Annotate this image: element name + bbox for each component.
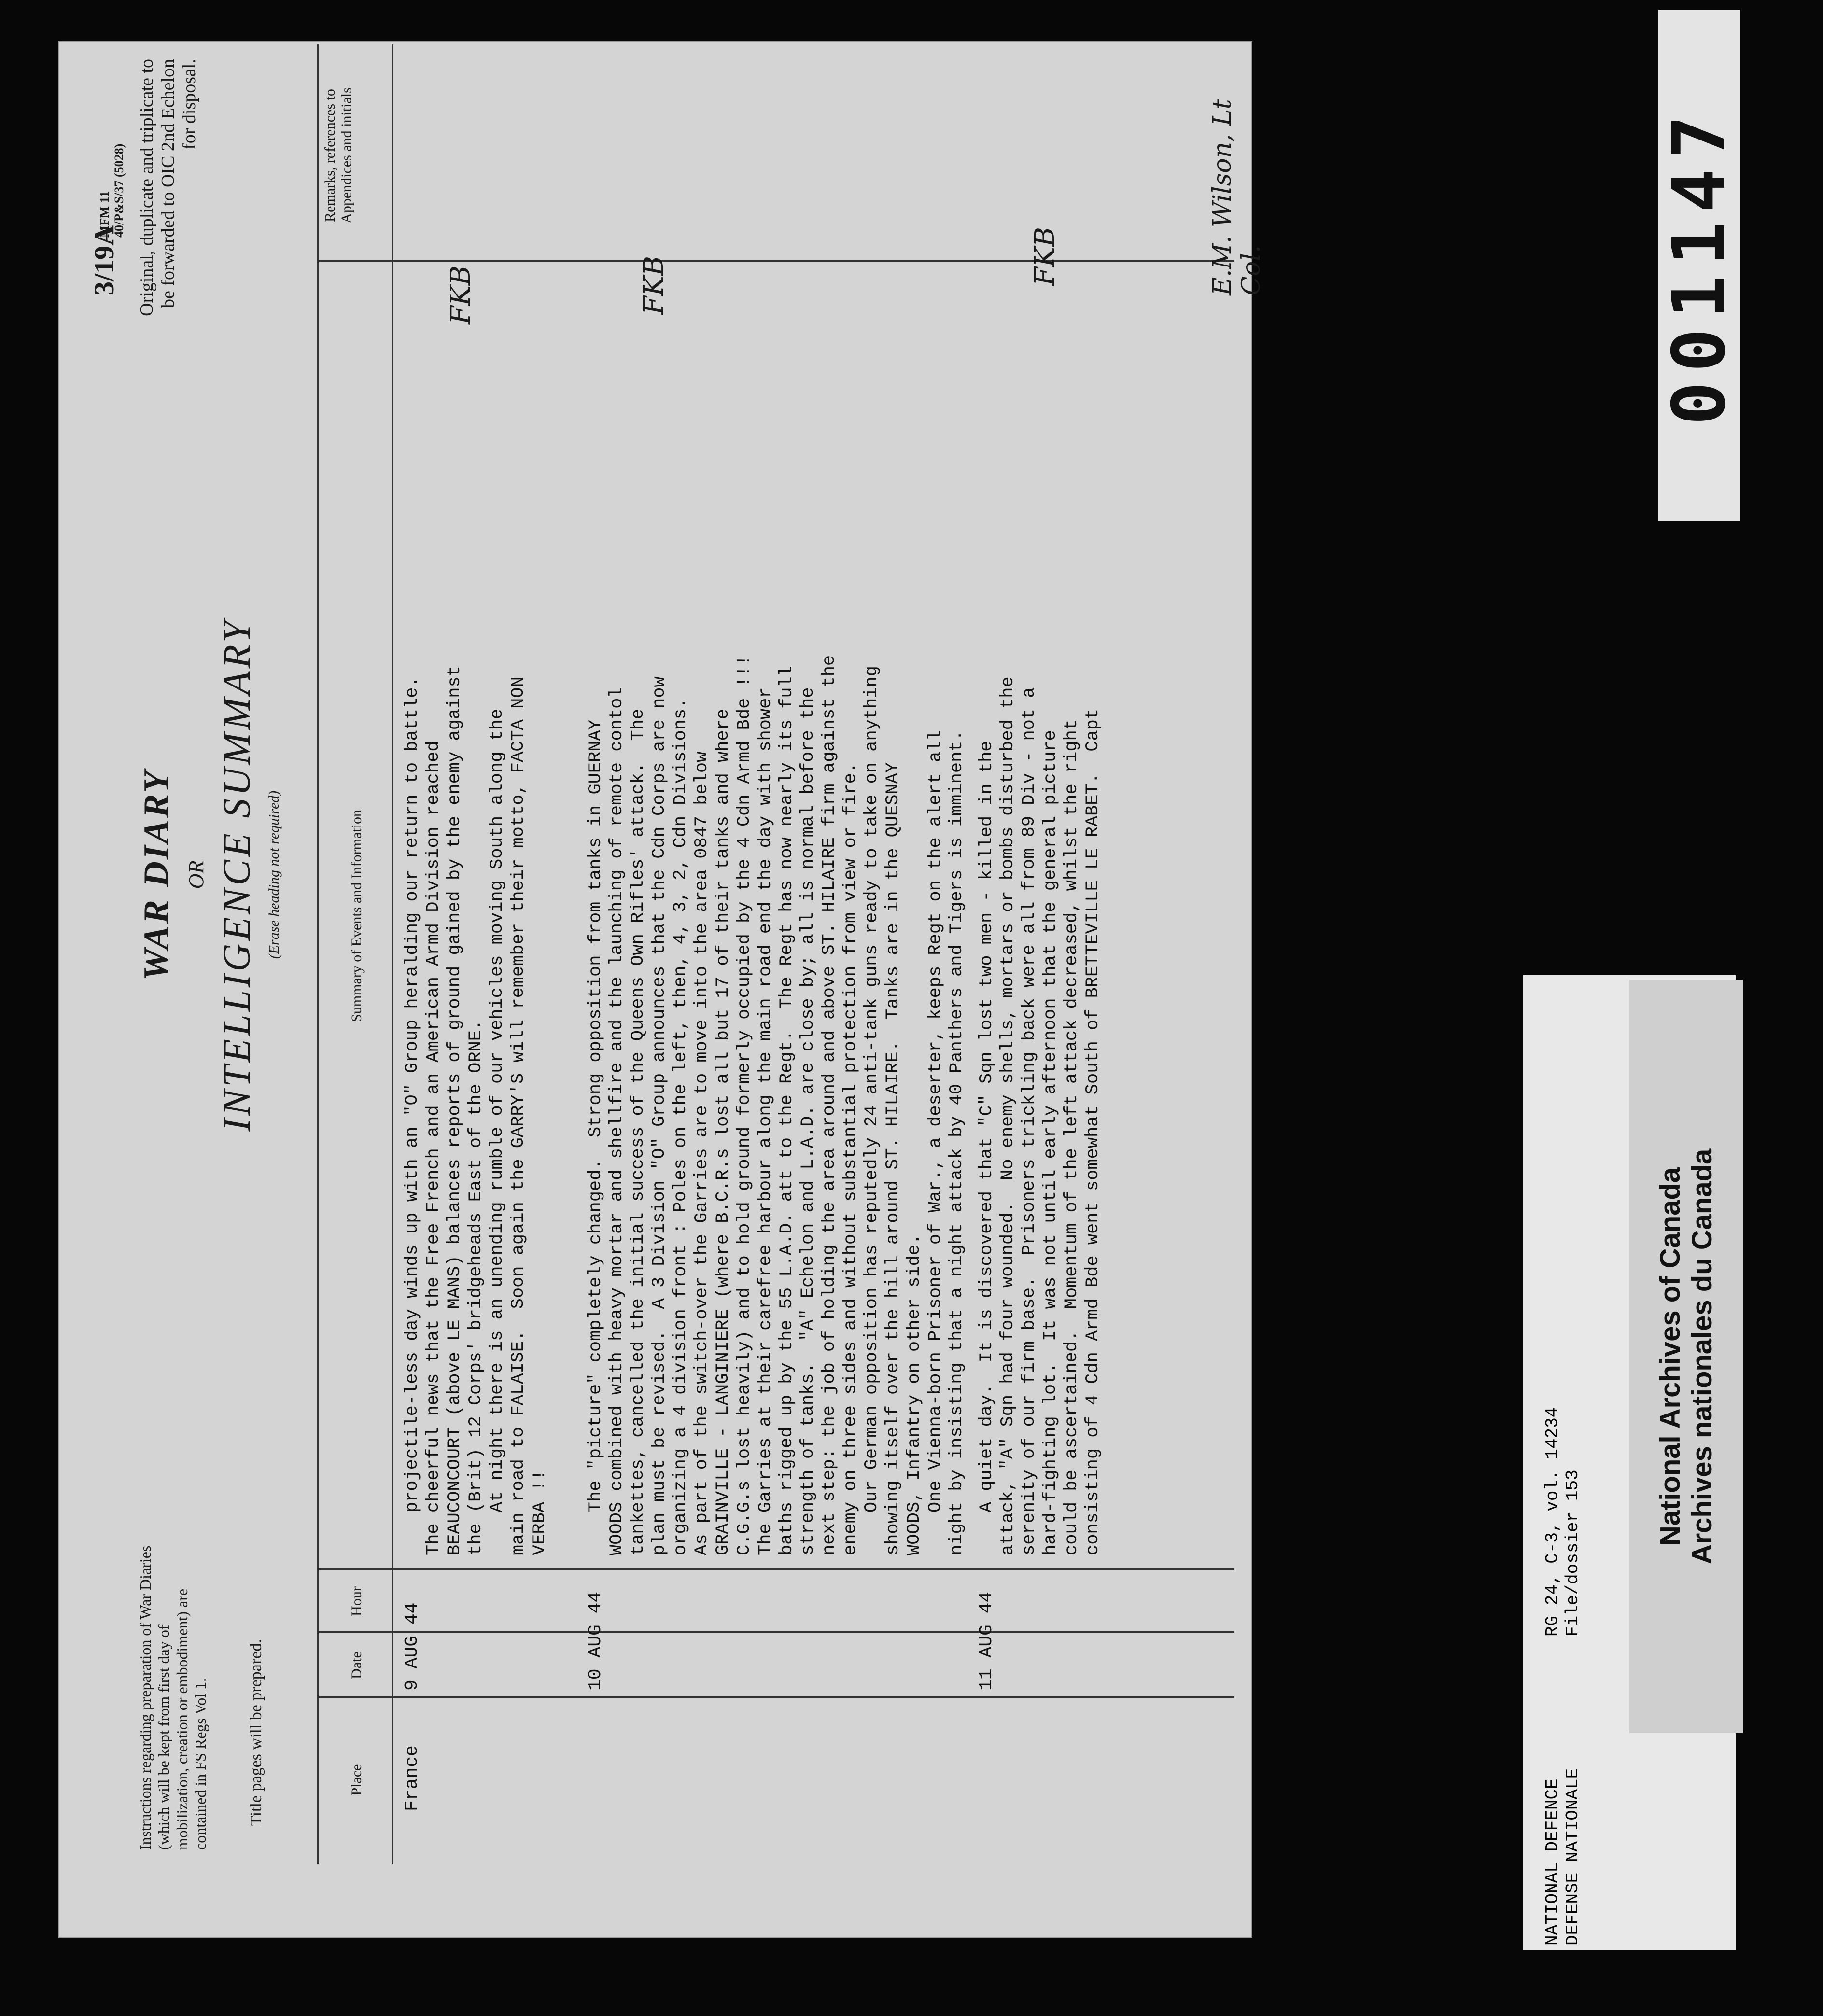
column-divider: [317, 1696, 1234, 1698]
reference-line1: RG 24, C-3, vol. 14234: [1543, 1407, 1562, 1637]
summary-line: Our German opposition has reputedly 24 anti-tank guns ready to take on anything: [862, 666, 882, 1555]
war-diary-sheet: [58, 41, 1266, 1938]
summary-line: At night there is an unending rumble of our vehicles moving South along the: [487, 708, 507, 1555]
file-reference: [1543, 1407, 1583, 1637]
title-or: OR: [184, 860, 208, 889]
form-code-line1: MFM 11: [98, 191, 112, 238]
col-header-remarks: Remarks, references to Appendices and initials: [322, 87, 354, 224]
entry-initials: FKB: [638, 256, 670, 315]
entry-initials: FKB: [1029, 227, 1061, 286]
disposal-note: Original, duplicate and triplicate to be forwarded to OIC 2nd Echelon for disposal.: [137, 59, 199, 316]
summary-line: consisting of 4 Cdn Armd Bde went somewhat South of BRETTEVILLE LE RABET. Capt: [1083, 708, 1103, 1555]
summary-line: One Vienna-born Prisoner of War., a deserter, keeps Regt on the alert all: [926, 730, 946, 1555]
summary-line: BEAUCONCOURT (above LE MANS) balances reports of ground gained by the enemy against: [445, 666, 465, 1555]
column-divider: [317, 260, 1234, 262]
table-top-rule: [317, 44, 319, 1864]
summary-line: plan must be revised. A 3 Division "O" Group announces that the Cdn Corps are now: [649, 676, 670, 1555]
summary-line: The "picture" completely changed. Strong opposition from tanks in GUERNAY: [586, 719, 606, 1555]
national-archives-content: [1629, 980, 1743, 1733]
entry-summary: [402, 300, 550, 1555]
summary-line: baths rigged up by the 55 L.A.D. att to the Regt. The Regt has now nearly its full: [777, 666, 797, 1555]
form-code-line2: 40/P&S/37 (5028): [112, 143, 126, 238]
title-pages-note: Title pages will be prepared.: [247, 1639, 265, 1826]
summary-line: the (Brit) 12 Corps' bridgeheads East of the ORNE.: [466, 1019, 486, 1555]
col-header-place: Place: [349, 1764, 365, 1796]
entry-date: 11 AUG 44: [976, 1591, 997, 1691]
frame-id-label: [1658, 10, 1740, 521]
rotated-page-content: [59, 42, 1266, 1937]
summary-line: strength of tanks. "A" Echelon and L.A.D. are close by; all is normal before the: [798, 687, 818, 1555]
summary-line: attack, "A" Sqn had four wounded. No enemy shells, mortars or bombs disturbed the: [998, 676, 1018, 1555]
summary-line: main road to FALAISE. Soon again the GARRY'S will remember their motto, FACTA NON: [508, 676, 529, 1555]
department-line2: DEFENSE NATIONALE: [1563, 1768, 1583, 1946]
entry-summary: [585, 300, 968, 1555]
form-code: [98, 144, 126, 238]
summary-line: next step: the job of holding the area around and above ST. HILAIRE firm against the: [819, 655, 840, 1555]
col-header-date: Date: [349, 1652, 365, 1679]
summary-line: night by insisting that a night attack by 40 Panthers and Tigers is imminent.: [947, 730, 967, 1555]
col-header-hour: Hour: [349, 1586, 365, 1616]
archives-french: Archives nationales du Canada: [1686, 1148, 1718, 1565]
summary-line: serenity of our firm base. Prisoners trickling back were all from 89 Div - not a: [1019, 687, 1039, 1555]
reference-line2: File/dossier 153: [1563, 1470, 1583, 1637]
summary-line: GRAINVILLE - LANGINIERE (where B.C.R.s lost all but 17 of their tanks and where: [713, 708, 733, 1555]
summary-line: A quiet day. It is discovered that "C" Sqn lost two men - killed in the: [977, 741, 997, 1555]
summary-line: As part of the switch-over the Garries are to move into the area 0847 below: [692, 751, 712, 1555]
national-archives-label: [1629, 980, 1743, 1733]
column-divider: [317, 1631, 1234, 1633]
summary-line: organizing a 4 division front : Poles on the left, then, 4, 3, 2, Cdn Divisions.: [671, 698, 691, 1555]
entry-place: France: [402, 1745, 422, 1811]
frame-id-text: 001147: [1657, 106, 1741, 425]
entry-initials: FKB: [445, 266, 477, 324]
summary-line: enemy on three sides and without substantial protection from view or fire.: [841, 762, 861, 1555]
document-title: [136, 537, 282, 1213]
col-header-summary: Summary of Events and Information: [349, 810, 365, 1022]
summary-line: The cheerful news that the Free French and an American Armd Division reached: [423, 741, 444, 1555]
entry-date: 9 AUG 44: [402, 1602, 422, 1691]
summary-line: tankettes, cancelled the initial success of the Queens Own Rifles' attack. The: [628, 708, 648, 1555]
department-line1: NATIONAL DEFENCE: [1543, 1778, 1562, 1946]
header-bottom-rule: [392, 44, 393, 1864]
department-label: [1543, 1768, 1583, 1946]
summary-line: WOODS combined with heavy mortar and shellfire and the launching of remote contol: [607, 687, 627, 1555]
page-code: 3/19A: [88, 225, 120, 295]
title-erase-note: (Erase heading not required): [266, 790, 282, 959]
title-intelligence-summary: INTELLIGENCE SUMMARY: [216, 618, 258, 1132]
summary-line: could be ascertained. Momentum of the left attack decreased, whilst the right: [1062, 719, 1082, 1555]
signature: E.M. Wilson, Lt Col.: [1208, 99, 1266, 295]
entry-summary: [976, 300, 1104, 1555]
title-war-diary: WAR DIARY: [137, 769, 176, 981]
summary-line: WOODS, Infantry on other side.: [904, 1233, 925, 1555]
summary-line: VERBA !!: [530, 1470, 550, 1555]
entry-date: 10 AUG 44: [585, 1591, 606, 1691]
summary-line: hard-fighting lot. It was not until early afternoon that the general picture: [1040, 730, 1061, 1555]
instructions-note: Instructions regarding preparation of War Diaries (which will be kept from first day of mobilization, creation or embodiment) are contained in FS Regs Vol 1.: [137, 1545, 209, 1850]
summary-line: C.G.G.s lost heavily) and to hold ground formerly occupied by the 4 Cdn Armd Bde !!!: [734, 655, 755, 1555]
archives-english: National Archives of Canada: [1654, 1167, 1686, 1546]
summary-line: projectile-less day winds up with an "O" Group heralding our return to battle.: [402, 676, 422, 1555]
summary-line: The Garries at their carefree harbour along the main road end the day with shower: [756, 687, 776, 1555]
column-divider: [317, 1568, 1234, 1570]
summary-line: showing itself over the hill around ST. HILAIRE. Tanks are in the QUESNAY: [883, 762, 903, 1555]
